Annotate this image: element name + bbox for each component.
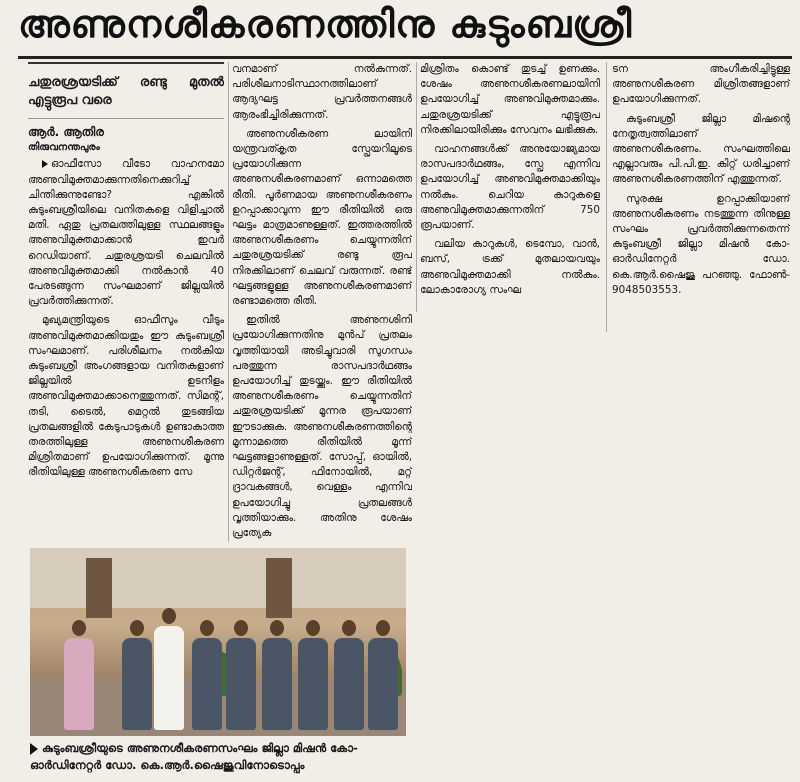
- paragraph: വലിയ കാറുകൾ, ടെമ്പോ, വാൻ, ബസ്, ട്രക്ക് മുതലായവയും അണുവിമുക്തമാക്കി നൽകും. ലോകാരോഗ്യ സംഘ: [420, 238, 600, 296]
- headline-rule: [18, 56, 792, 59]
- photo-door: [266, 558, 292, 618]
- paragraph: ഓഫീസോ വീടോ വാഹനമോ അണുവിമുക്തമാക്കുന്നതിനെക്കുറിച്ച് ചിന്തിക്കുന്നുണ്ടോ? എങ്കിൽ കുടുംബശ്രീയിലെ വനിതകളെ വിളിച്ചാൽ മതി. ഏതു പ്രതലത്തിലുള്ള സ്ഥലങ്ങളും അണുവിമുക്തമാക്കാൻ ഇവർ റെഡിയാണ്. ചതുരശ്രയടി ചെലവിൽ അണുവിമുക്തമാക്കി നൽകാൻ 40 പേരടങ്ങുന്ന സംഘമാണ് ജില്ലയിൽ പ്രവർത്തിക്കുന്നത്.: [28, 158, 224, 308]
- headline: അണുനശീകരണത്തിനു കുടുംബശ്രീ: [18, 2, 633, 46]
- column-4: [612, 62, 790, 332]
- paragraph: മുഖ്യമന്ത്രിയുടെ ഓഫീസും വീടും അണുവിമുക്തമാക്കിയതും ഈ കുടുംബശ്രീ സംഘമാണ്. പരിശീലനം നൽകിയ കുടുംബശ്രീ അംഗങ്ങളായ വനിതകളാണ് ജില്ലയിൽ ഉടനീളം അണുവിമുക്തമാക്കാനെത്തുന്നത്. സിമന്റ്, തടി, ടൈൽ, മെറ്റൽ തുടങ്ങിയ പ്രതലങ്ങളിൽ കേടുപാടുകൾ ഉണ്ടാകാത്ത തരത്തിലുള്ള അണുനശീകരണ മിശ്രിതമാണ് ഉപയോഗിക്കുന്നത്. മൂന്നു രീതിയിലുള്ള അണുനശീകരണ സേ: [28, 314, 224, 479]
- photo-person: [334, 620, 364, 730]
- paragraph: വാഹനങ്ങൾക്ക് അനുയോജ്യമായ രാസപദാർഥങ്ങം, സ്പ്രേ എന്നിവ ഉപയോഗിച്ച് അണുവിമുക്തമാക്കിയും നൽകും. ചെറിയ കാറുകളെ അണുവിമുക്തമാക്കുന്നതിന് 750 രൂപയാണ്.: [420, 143, 600, 232]
- paragraph: വനമാണ് നൽകുന്നത്. പരിശീലനാടിസ്ഥാനത്തിലാണ് ആദ്യഘട്ട പ്രവർത്തനങ്ങൾ ആരംഭിച്ചിരിക്കുന്നത്.: [232, 63, 412, 121]
- group-photo: [30, 548, 406, 736]
- paragraph: മിശ്രിതം കൊണ്ട് തുടച്ച് ഉണക്കും. ശേഷം അണുനശീകരണലായിനി ഉപയോഗിച്ച് അണുവിമുക്തമാക്കും. ചതുരശ്രയടിക്ക് എട്ടുരൂപ നിരക്കിലായിരിക്കും സേവനം ലഭിക്കുക.: [420, 63, 600, 136]
- deck: ചതുരശ്രയടിക്ക് രണ്ടു മുതൽ എട്ടുരൂപ വരെ: [28, 62, 224, 119]
- column-divider: [416, 62, 417, 312]
- column-divider: [228, 62, 229, 542]
- dateline: തിരുവനന്തപുരം: [28, 142, 100, 154]
- caption-marker-icon: [30, 743, 38, 755]
- column-3: [420, 62, 600, 312]
- photo-person: [122, 620, 152, 730]
- photo-person: [226, 620, 256, 730]
- paragraph: ടന അംഗീകരിച്ചിട്ടുള്ള അണുനശീകരണ മിശ്രിതങ്ങളാണ് ഉപയോഗിക്കുന്നത്.: [612, 63, 790, 106]
- bullet-icon: [42, 160, 48, 168]
- photo-person: [64, 620, 94, 730]
- paragraph: ഇതിൽ അണുനശിനി പ്രയോഗിക്കുന്നതിനു മുൻപ് പ്രതലം വൃത്തിയായി അടിച്ചുവാരി സുഗന്ധം പരത്തുന്ന രാസപദാർഥങ്ങം ഉപയോഗിച്ച് തുടയ്ക്കും. ഈ രീതിയിൽ അണുനശീകരണം ചെയ്യുന്നതിന് ചതുരശ്രയടിക്ക് മൂന്നര രൂപയാണ് ഈടാക്കുക. അണുനശീകരണത്തിന്റെ മൂന്നാമത്തെ രീതിയിൽ മൂന്ന് ഘട്ടങ്ങളാണുള്ളത്. സോപ്പ്, ഓയിൽ, ഡിറ്റർജന്റ്, ഫിനോയിൽ, മറ്റ് ദ്രാവകങ്ങൾ, വെള്ളം എന്നിവ ഉപയോഗിച്ചു പ്രതലങ്ങൾ വൃത്തിയാക്കും. അതിനു ശേഷം പ്രത്യേക: [232, 314, 412, 540]
- photo-person: [192, 620, 222, 730]
- column-divider: [606, 62, 607, 332]
- byline: ആർ. ആതിര: [28, 125, 104, 139]
- paragraph: അണുനശീകരണ ലായിനി യന്ത്രവത്കൃത സ്പ്രേയറിലൂടെ പ്രയോഗിക്കുന്ന അണുനശീകരണമാണ് ഒന്നാമത്തെ രീതി. പൂർണമായ അണുനശീകരണം ഉറപ്പാക്കാവുന്ന ഈ രീതിയിൽ ഒരു ഘട്ടം മാത്രമാണുള്ളത്. ഇത്തരത്തിൽ അണുനശീകരണം ചെയ്യുന്നതിന് ചതുരശ്രയടിക്ക് രണ്ടു രൂപ നിരക്കിലാണ് ചെലവ് വരുന്നത്. രണ്ട് ഘട്ടങ്ങളുള്ള അണുനശീകരണമാണ് രണ്ടാമത്തെ രീതി.: [232, 127, 412, 308]
- photo-caption: കുടുംബശ്രീയുടെ അണുനശീകരണസംഘം ജില്ലാ മിഷൻ കോ- ഓർഡിനേറ്റർ ഡോ. കെ.ആർ.ഷൈജുവിനോടൊപ്പം: [30, 741, 358, 772]
- photo-door: [86, 558, 112, 618]
- photo-person: [262, 620, 292, 730]
- column-1: [28, 62, 224, 552]
- paragraph: സുരക്ഷ ഉറപ്പാക്കിയാണ് അണുനശീകരണം നടത്തുന്ന തിനുള്ള സംഘം പ്രവർത്തിക്കുന്നതെന്ന് കുടുംബശ്രീ ജില്ലാ മിഷൻ കോ-ഓർഡിനേറ്റർ ഡോ. കെ.ആർ.ഷൈജു പറഞ്ഞു. ഫോൺ- 9048503553.: [612, 192, 790, 296]
- photo-person: [298, 620, 328, 730]
- photo-person: [154, 608, 184, 730]
- paragraph: കുടുംബശ്രീ ജില്ലാ മിഷന്റെ നേതൃത്വത്തിലാണ് അണുനശീകരണം. സംഘത്തിലെ എല്ലാവരും പി.പി.ഇ. കിറ്റ് ധരിച്ചാണ് അണുനശീകരണത്തിന് എത്തുന്നത്.: [612, 112, 790, 186]
- photo-person: [368, 620, 398, 730]
- column-2: [232, 62, 412, 542]
